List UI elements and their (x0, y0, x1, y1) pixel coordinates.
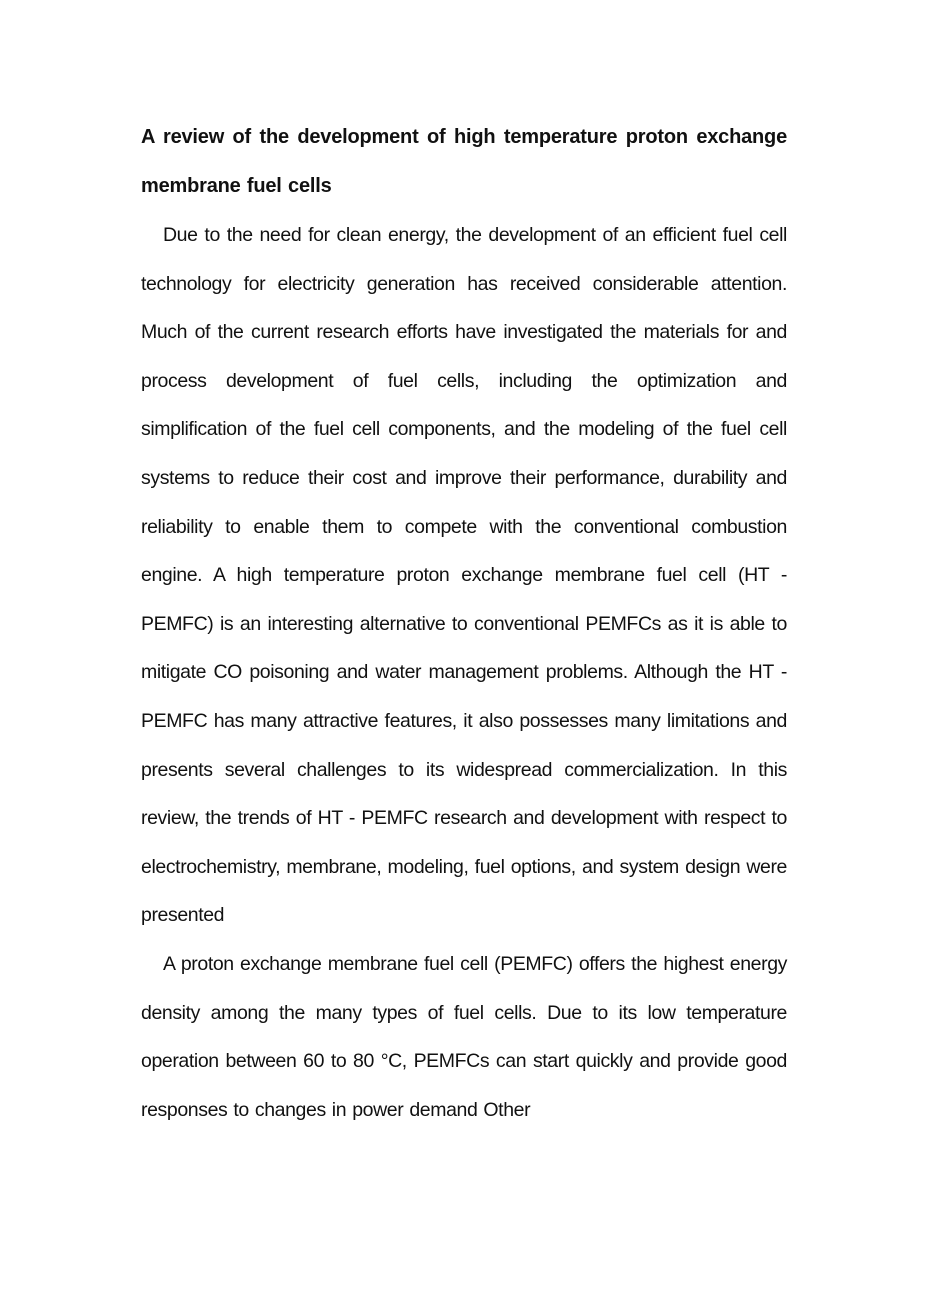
document-body (141, 113, 787, 1134)
document-title: A review of the development of high temperature proton exchange membrane fuel cells (141, 126, 787, 197)
paragraph-abstract: Due to the need for clean energy, the development of an efficient fuel cell technology for electricity generation has received considerable attention. Much of the current research efforts have investigated the materials for and process development of fuel cells, including the optimization and simplification of the fuel cell components, and the modeling of the fuel cell systems to reduce their cost and improve their performance, durability and reliability to enable them to compete with the conventional combustion engine. A high temperature proton exchange membrane fuel cell (HT - PEMFC) is an interesting alternative to conventional PEMFCs as it is able to mitigate CO poisoning and water management problems. Although the HT - PEMFC has many attractive features, it also possesses many limitations and presents several challenges to its widespread commercialization. In this review, the trends of HT - PEMFC research and development with respect to electrochemistry, membrane, modeling, fuel options, and system design were presented (141, 224, 787, 927)
paragraph-introduction: A proton exchange membrane fuel cell (PEMFC) offers the highest energy density among the many types of fuel cells. Due to its low temperature operation between 60 to 80 °C, PEMFCs can start quickly and provide good responses to changes in power demand Other (141, 952, 787, 1121)
